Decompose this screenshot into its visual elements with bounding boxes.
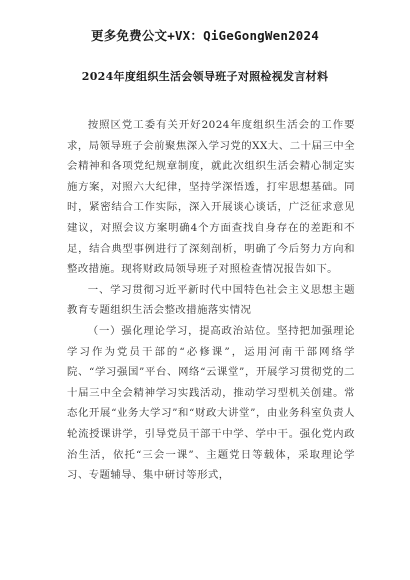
promo-header: 更多免费公文+VX：QiGeGongWen2024 [91,28,319,43]
section-heading: 一、学习贯彻习近平新时代中国特色社会主义思想主题教育专题组织生活会整改措施落实情况 [67,283,355,317]
intro-paragraph: 按照区党工委有关开好2024年度组织生活会的工作要求，局领导班子会前聚焦深入学习党的XX大、二十届三中全会精神和各项党纪规章制度，就此次组织生活会精心制定实施方案，对照六大纪律，坚持学深悟透，打牢思想基础。同时，紧密结合工作实际，深入开展谈心谈话，广泛征求意见建议，对照会议方案明确4个方面查找自身存在的差距和不足，结合典型事例进行了深刻剖析，明确了今后努力方向和整改措施。现将财政局领导班子对照检查情况报告如下。 [67,119,355,276]
subsection-paragraph: （一）强化理论学习，提高政治站位。坚持把加强理论学习作为党员干部的“必修课”，运用河南干部网络学院、“学习强国”平台、网络“云课堂”，开展学习贯彻党的二十届三中全会精神学习实践活动，推动学习型机关创建。常态化开展“业务大学习”和“财政大讲堂”，由业务科室负责人轮流授课讲学，引导党员干部干中学、学中干。强化党内政治生活，依托“三会一课”、主题党日等载体，采取理论学习、专题辅导、集中研讨等形式， [67,324,355,482]
document-body [67,115,355,486]
document-title: 2024年度组织生活会领导班子对照检视发言材料 [81,70,329,83]
